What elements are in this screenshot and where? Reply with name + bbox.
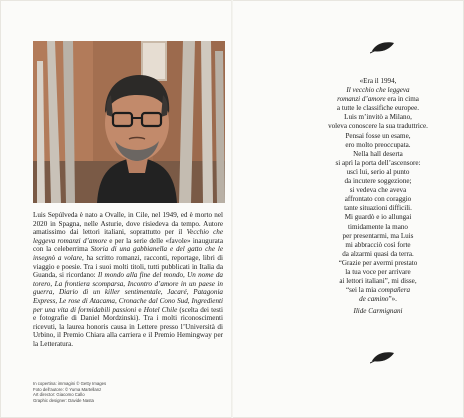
bio-title-italic: Vecchio che leggeva romanzi d’amore (33, 228, 223, 245)
quote-line (315, 295, 441, 304)
quote-line (315, 286, 441, 295)
quote-text: a tutte le classifiche europee. (336, 104, 420, 113)
quote-text: Nella hall deserta (353, 149, 403, 158)
quote-signature: Ilide Carmignani (353, 307, 403, 316)
leaf-ornament-icon (370, 351, 396, 364)
quote-line (315, 168, 441, 177)
translator-quote (315, 77, 441, 316)
bio-title-italic: Hotel Chile (143, 305, 178, 314)
quote-text: ero molto preoccupata. (345, 140, 411, 149)
quote-line (315, 86, 441, 95)
bio-text: Luis Sepúlveda è nato a Ovalle, in Cile, nel 1949, ed è morto nel 2020 in Spagna, nelle Asturie, dove risiedeva da tempo. Autore amatissimo dai lettori italiani, soprattutto per il (33, 211, 223, 237)
quote-text: si aprì la porta dell’ascensore: (335, 158, 421, 167)
credit-line: Foto dell’autore: © Yuma Martellanz (33, 386, 102, 392)
quote-text: ai lettori italiani”, mi disse, (339, 277, 417, 286)
quote-text: mi abbracciò così forte (345, 240, 411, 249)
credit-line: In copertina: immagini © Getty Images (33, 381, 107, 386)
quote-text: Mi guardò e io allungai (344, 213, 412, 222)
bio-title-italic: Il mondo alla fine del mondo, Un nome da torero, La frontiera scomparsa, Incontro d’amore in un paese in guerra, Diario di un killer sentimentale, Jacaré, Patagonia Express, Le rose di Atacama, Cronache dal Cono Sud, Ingredienti per una vita di formidabili passioni (33, 271, 223, 314)
quote-text: Luis m’invitò a Milano, (344, 113, 412, 122)
bio-title-italic: Storia di una gabbianella e del gatto che le insegnò a volare (33, 245, 223, 262)
quote-text: da alzarmi quasi da terra. (342, 249, 414, 258)
quote-line (315, 213, 441, 222)
quote-line (315, 113, 441, 122)
quote-line (315, 77, 441, 86)
author-portrait (33, 41, 225, 203)
quote-text: affrontato con coraggio (344, 195, 412, 204)
quote-text: “sei la mia (345, 286, 379, 295)
credit-line: Graphic designer: Davide Nasta (33, 397, 94, 403)
bio-text: , ha scritto romanzi, racconti, reportage, libri di viaggio e poesie. Tra i suoi molti titoli, tutti pubblicati in Italia da Guanda, si ricordano: (33, 253, 223, 280)
quote-line (315, 122, 441, 131)
quote-text: da incutere soggezione; (344, 177, 412, 186)
quote-text: ”». (388, 295, 397, 304)
quote-text: timidamente la mano (348, 222, 408, 231)
quote-line (315, 177, 441, 186)
quote-line (315, 259, 441, 268)
quote-line (315, 241, 441, 250)
bio-text: (scelta dei testi e fotografie di Daniel Mordzinski). Tra i molti riconoscimenti ricevuti, la laurea honoris causa in Lettere presso l’Università di Urbino, il Premio Chiara alla carriera e il Premio Hemingway per la Letteratura. (33, 305, 223, 348)
quote-line (315, 141, 441, 150)
quote-line (315, 95, 441, 104)
quote-line (315, 232, 441, 241)
quote-line (315, 159, 441, 168)
quote-line (315, 195, 441, 204)
quote-italic-text: Il vecchio che leggeva (346, 86, 410, 95)
quote-line (315, 132, 441, 141)
quote-text: tante situazioni difficili. (344, 204, 412, 213)
bio-text: e per la serie delle «favole» inaugurata con la celeberrima (33, 236, 223, 254)
quote-line (315, 268, 441, 277)
quote-line (315, 277, 441, 286)
quote-text: “Grazie per avermi prestato (338, 258, 418, 267)
quote-italic-text: compañera (378, 286, 411, 295)
quote-italic-text: de camino (359, 295, 389, 304)
quote-text: si vedeva che aveva (349, 186, 407, 195)
quote-line (315, 150, 441, 159)
quote-text: era in cima (385, 95, 419, 104)
author-portrait-illustration (33, 41, 225, 203)
quote-text: per presentarmi, ma Luis (342, 231, 414, 240)
quote-text: uscì lui, serio al punto (346, 167, 410, 176)
quote-line (315, 223, 441, 232)
quote-italic-text: romanzi d’amore (337, 95, 386, 104)
author-biography (33, 211, 223, 349)
leaf-ornament-icon (370, 41, 396, 54)
quote-text: «Era il 1994, (359, 77, 397, 85)
quote-line (315, 186, 441, 195)
quote-text: la tua voce per arrivare (345, 267, 411, 276)
quote-line (315, 104, 441, 113)
bio-text: e (136, 305, 144, 314)
quote-line (315, 250, 441, 259)
quote-text: Pensai fosse un esame, (345, 131, 411, 140)
image-credits (33, 381, 223, 403)
quote-text: voleva conoscere la sua traduttrice. (328, 122, 428, 131)
quote-line (315, 204, 441, 213)
credit-line: Art director: Giacomo Callo (33, 392, 85, 398)
